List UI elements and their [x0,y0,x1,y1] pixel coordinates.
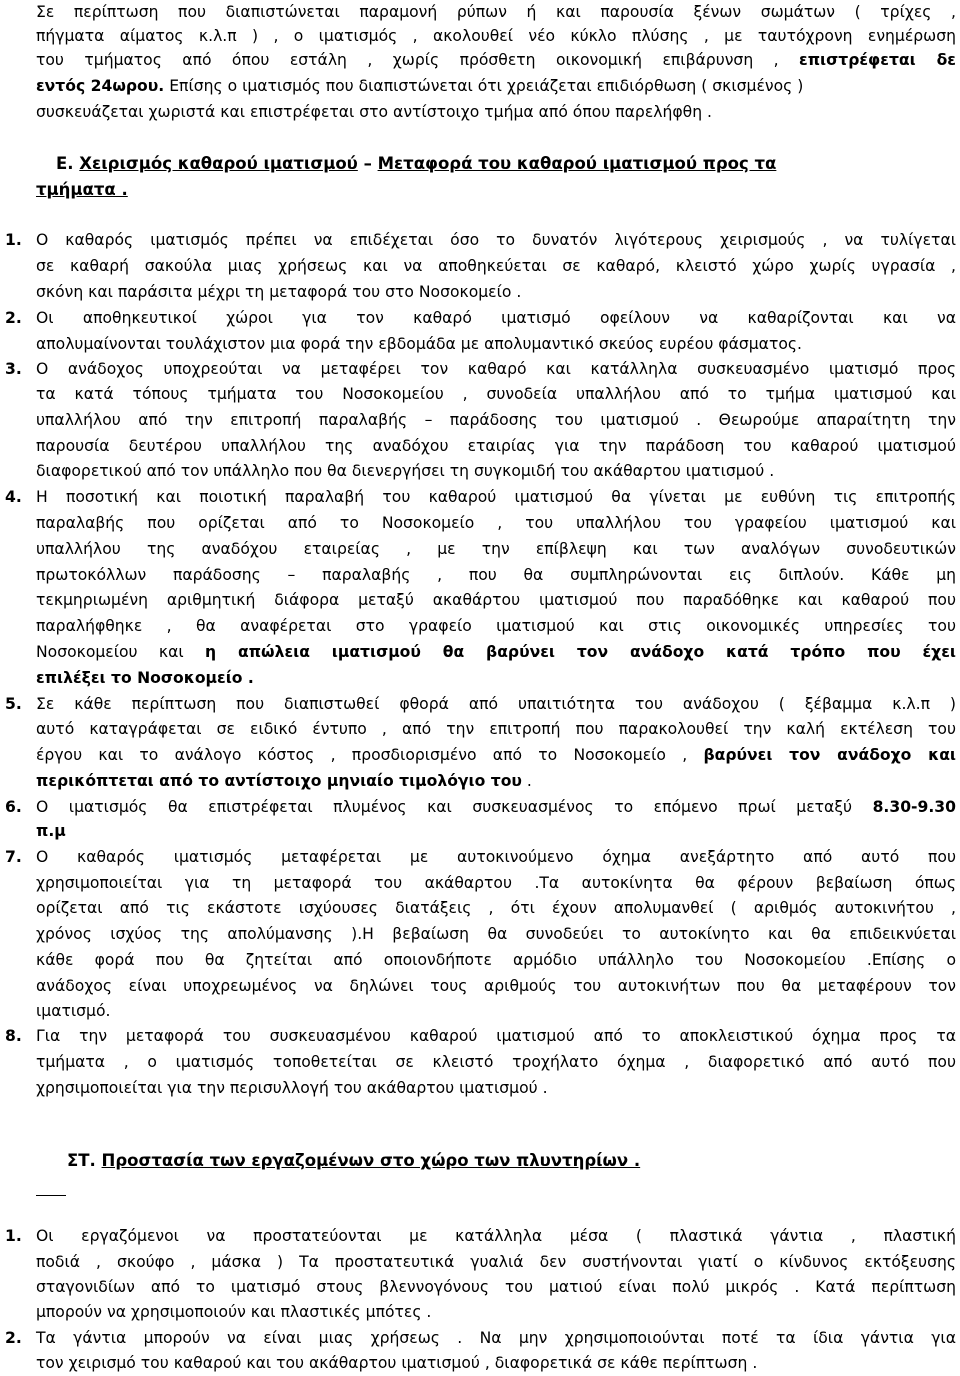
text-line: κάθε φορά που θα ζητείται από οποιονδήποτε αρμόδιο υπάλληλο του Νοσοκομείου .Επίσης ο [36,951,956,969]
text-line: εντός 24ωρου. Επίσης ο ιματισμός που διαπιστώνεται ότι χρειάζεται επιδιόρθωση ( σκισμένος ) [36,77,804,95]
text-line: Ο ανάδοχος υποχρεούται να μεταφέρει τον καθαρό και κατάλληλα συσκευασμένο ιματισμό προς [36,360,956,378]
section-heading-st: ΣΤ. Προστασία των εργαζομένων στο χώρο των πλυντηρίων . [67,1151,641,1170]
text-line: του τμήματος από όπου εστάλη , χωρίς πρόσθετη οικονομική επιβάρυνση , επιστρέφεται δε [36,51,956,69]
item-number: 4. [5,488,22,506]
text-line: Νοσοκομείου και η απώλεια ιματισμού θα βαρύνει τον ανάδοχο κατά τρόπο που έχει [36,643,956,661]
text-line: πρωτοκόλλων παράδοσης – παραλαβής , που θα συμπληρώνονται εις διπλούν. Κάθε μη [36,566,956,584]
text-line: τεκμηριωμένη αριθμητική διάφορα μεταξύ ακαθάρτου ιματισμού που παραδόθηκε και καθαρού που [36,591,956,609]
section-heading-e: Ε. Χειρισμός καθαρού ιματισμού – Μεταφορά του καθαρού ιματισμού προς τα [56,154,777,173]
text-line: υπαλλήλου της αναδόχου εταιρείας , με την επίβλεψη και των αναλόγων συνοδευτικών [36,540,956,558]
item-number: 2. [5,1329,22,1347]
text-line: Οι εργαζόμενοι να προστατεύονται με κατάλληλα μέσα ( πλαστικά γάντια , πλαστική [36,1227,956,1245]
text-line: σκόνη και παράσιτα μέχρι τη μεταφορά του στο Νοσοκομείο . [36,283,522,301]
text-line: παραλήφθηκε , θα αναφέρεται στο γραφείο ιματισμού και στις οικονομικές υπηρεσίες του [36,617,956,635]
section-heading-e-cont: τμήματα . [36,180,128,199]
item-number: 8. [5,1027,22,1045]
text-line: ιματισμό. [36,1002,111,1020]
text-line: απολυμαίνονται τουλάχιστον μια φορά την εβδομάδα με απολυμαντικό σκεύος ευρέου φάσματος. [36,335,802,353]
item-number: 5. [5,695,22,713]
text-line: τον χειρισμό του καθαρού και του ακάθαρτου ιματισμού , διαφορετικά σε κάθε περίπτωση . [36,1354,758,1372]
text-line: υπαλλήλου από την επιτροπή παραλαβής – παράδοσης του ιματισμού . Θεωρούμε απαραίτητη την [36,411,956,429]
text-line: Για την μεταφορά του συσκευασμένου καθαρού ιματισμού από το αποκλειστικού όχημα προς τα [36,1027,956,1045]
text-line: ορίζεται από τις εκάστοτε ισχύουσες διατάξεις , ότι έχουν απολυμανθεί ( αριθμός αυτοκινήτου , [36,899,956,917]
text-line: παρουσία δευτέρου υπαλλήλου της αναδόχου εταιρίας για την παράδοση του καθαρού ιματισμού [36,437,956,455]
text-line: Σε περίπτωση που διαπιστώνεται παραμονή ρύπων ή και παρουσία ξένων σωμάτων ( τρίχες , [36,3,956,21]
text-line: διαφορετικού από τον υπάλληλο που θα διενεργήσει τη συγκομιδή του ακάθαρτου ιματισμού . [36,462,775,480]
text-line: σε καθαρή σακούλα μιας χρήσεως και να αποθηκεύεται σε καθαρό, κλειστό χώρο χωρίς υγρασία , [36,257,956,275]
text-line: χρόνος ισχύος της απολύμανσης ).Η βεβαίωση θα συνοδεύει το αυτοκίνητο και θα επιδεικνύεται [36,925,956,943]
text-line: τα κατά τόπους τμήματα του Νοσοκομείου , συνοδεία υπαλλήλου από το τμήμα ιματισμού και [36,385,956,403]
text-line: Ο καθαρός ιματισμός μεταφέρεται με αυτοκινούμενο όχημα ανεξάρτητο από αυτό που [36,848,956,866]
text-line: αυτό καταγράφεται σε ειδικό έντυπο , από την επιτροπή που παρακολουθεί την καλή εκτέλεση του [36,720,956,738]
text-line: χρησιμοποιείται για την περισυλλογή του ακάθαρτου ιματισμού . [36,1079,548,1097]
text-line: περικόπτεται από το αντίστοιχο μηνιαίο τιμολόγιο του . [36,772,532,790]
text-line: σταγονιδίων από το ιματισμό στους βλεννογόνους του ματιού είναι πολύ μικρός . Κατά περίπτωση [36,1278,956,1296]
item-number: 1. [5,231,22,249]
item-number: 7. [5,848,22,866]
text-line: Ο ιματισμός θα επιστρέφεται πλυμένος και συσκευασμένος το επόμενο πρωί μεταξύ 8.30-9.30 [36,798,956,816]
text-line: μπορούν να χρησιμοποιούν και πλαστικές μπότες . [36,1303,432,1321]
text-line: χρησιμοποιείται για τη μεταφορά του ακάθαρτου .Τα αυτοκίνητα θα φέρουν βεβαίωση όπως [36,874,956,892]
text-line: π.μ [36,822,66,840]
text-line: Η ποσοτική και ποιοτική παραλαβή του καθαρού ιματισμού θα γίνεται με ευθύνη τις επιτροπής [36,488,956,506]
text-line: παραλαβής που ορίζεται από το Νοσοκομείο , του υπαλλήλου του γραφείου ιματισμού και [36,514,956,532]
text-line: επιλέξει το Νοσοκομείο . [36,669,254,687]
item-number: 6. [5,798,22,816]
text-line: Τα γάντια μπορούν να είναι μιας χρήσεως . Να μην χρησιμοποιούνται ποτέ τα ίδια γάντια για [36,1329,956,1347]
item-number: 1. [5,1227,22,1245]
text-line: Οι αποθηκευτικοί χώροι για τον καθαρό ιματισμό οφείλουν να καθαρίζονται και να [36,309,956,327]
text-line: πήγματα αίματος κ.λ.π ) , ο ιματισμός , ακολουθεί νέο κύκλο πλύσης , με ταυτόχρονη ενημέρωση [36,27,956,45]
separator-line [36,1195,66,1196]
item-number: 2. [5,309,22,327]
text-line: Ο καθαρός ιματισμός πρέπει να επιδέχεται όσο το δυνατόν λιγότερους χειρισμούς , να τυλίγεται [36,231,956,249]
item-number: 3. [5,360,22,378]
text-line: ανάδοχος είναι υποχρεωμένος να δηλώνει τους αριθμούς του αυτοκινήτων που θα μεταφέρουν τον [36,977,956,995]
text-line: ποδιά , σκούφο , μάσκα ) Τα προστατευτικά γυαλιά δεν συστήνονται γιατί ο κίνδυνος εκτόξευσης [36,1253,956,1271]
text-line: έργου και το ανάλογο κόστος , προσδιορισμένο από το Νοσοκομείο , βαρύνει τον ανάδοχο και [36,746,956,764]
text-line: τμήματα , ο ιματισμός τοποθετείται σε κλειστό τροχήλατο όχημα , διαφορετικό από αυτό που [36,1053,956,1071]
text-line: συσκευάζεται χωριστά και επιστρέφεται στο αντίστοιχο τμήμα από όπου παρελήφθη . [36,103,712,121]
text-line: Σε κάθε περίπτωση που διαπιστωθεί φθορά από υπαιτιότητα του ανάδοχου ( ξέβαμμα κ.λ.π ) [36,695,956,713]
